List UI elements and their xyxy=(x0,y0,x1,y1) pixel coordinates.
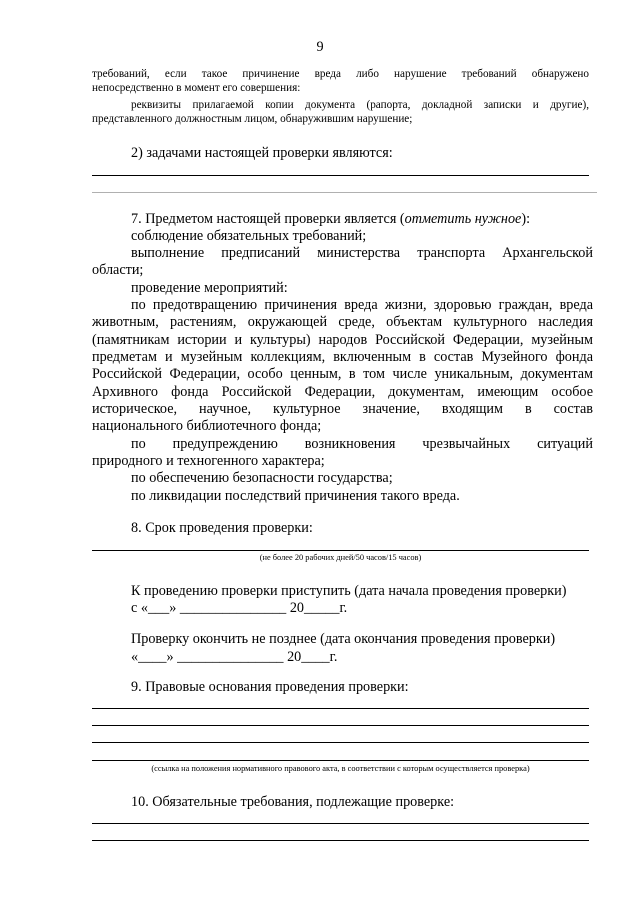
section-9-fill-line-2 xyxy=(92,725,589,726)
section-8-caption: (не более 20 рабочих дней/50 часов/15 часов) xyxy=(259,553,422,562)
section-7-line-14: природного и техногенного характера; xyxy=(92,453,325,469)
section-9-fill-line-1 xyxy=(92,708,589,709)
intro-line-4: представленного должностным лицом, обнаружившим нарушение; xyxy=(92,113,413,125)
section-9-fill-line-4 xyxy=(92,760,589,761)
section-8-title: 8. Срок проведения проверки: xyxy=(131,520,313,536)
section-7-line-5: по предотвращению причинения вреда жизни, здоровью граждан, вреда xyxy=(131,297,593,313)
section-9-caption: (ссылка на положения нормативного правового акта, в соответствии с которым осуществляется проверка) xyxy=(151,764,530,773)
end-date-field[interactable]: «____» _______________ 20____г. xyxy=(131,649,338,665)
section-10-fill-line-1 xyxy=(92,823,589,824)
section-7-line-3: области; xyxy=(92,262,144,278)
section-7-line-9: Российской Федерации, особо ценным, в том числе уникальным, документам xyxy=(92,366,593,382)
intro-line-2: непосредственно в момент его совершения: xyxy=(92,82,301,94)
section-8-fill-line xyxy=(92,550,589,551)
section-7-title-emphasis: отметить нужное xyxy=(404,211,522,227)
section-7-title: 7. Предметом настоящей проверки является (отметить нужное): xyxy=(131,211,531,227)
page-number: 9 xyxy=(316,39,324,55)
section-divider xyxy=(92,192,597,193)
section-7-line-4: проведение мероприятий: xyxy=(131,280,288,296)
section-2-title: 2) задачами настоящей проверки являются: xyxy=(131,145,393,161)
section-7-line-15: по обеспечению безопасности государства; xyxy=(131,470,393,486)
section-7-line-1: соблюдение обязательных требований; xyxy=(131,228,367,244)
section-7-line-16: по ликвидации последствий причинения такого вреда. xyxy=(131,488,460,504)
section-7-line-10: Архивного фонда Российской Федерации, документам, имеющим особое xyxy=(92,384,593,400)
section-7-line-2: выполнение предписаний министерства транспорта Архангельской xyxy=(131,245,593,261)
section-7-line-6: животным, растениям, окружающей среде, объектам культурного наследия xyxy=(92,314,593,330)
section-7-line-13: по предупреждению возникновения чрезвычайных ситуаций xyxy=(131,436,593,452)
start-date-field[interactable]: с «___» _______________ 20_____г. xyxy=(131,600,348,616)
section-7-line-8: предметам и музейным коллекциям, включенным в состав Музейного фонда xyxy=(92,349,593,365)
section-7-line-12: национального библиотечного фонда; xyxy=(92,418,322,434)
section-2-fill-line xyxy=(92,175,589,176)
intro-line-1: требований, если такое причинение вреда либо нарушение требований обнаружено xyxy=(92,68,589,80)
start-date-label: К проведению проверки приступить (дата начала проведения проверки) xyxy=(131,583,567,599)
section-7-line-7: (памятникам истории и культуры) народов Российской Федерации, музейным xyxy=(92,332,593,348)
section-9-fill-line-3 xyxy=(92,742,589,743)
intro-line-3: реквизиты прилагаемой копии документа (рапорта, докладной записки и другие), xyxy=(131,99,589,111)
section-10-fill-line-2 xyxy=(92,840,589,841)
section-9-title: 9. Правовые основания проведения проверки: xyxy=(131,679,409,695)
section-10-title: 10. Обязательные требования, подлежащие проверке: xyxy=(131,794,455,810)
section-7-line-11: историческое, научное, культурное значение, входящим в состав xyxy=(92,401,593,417)
end-date-label: Проверку окончить не позднее (дата окончания проведения проверки) xyxy=(131,631,556,647)
